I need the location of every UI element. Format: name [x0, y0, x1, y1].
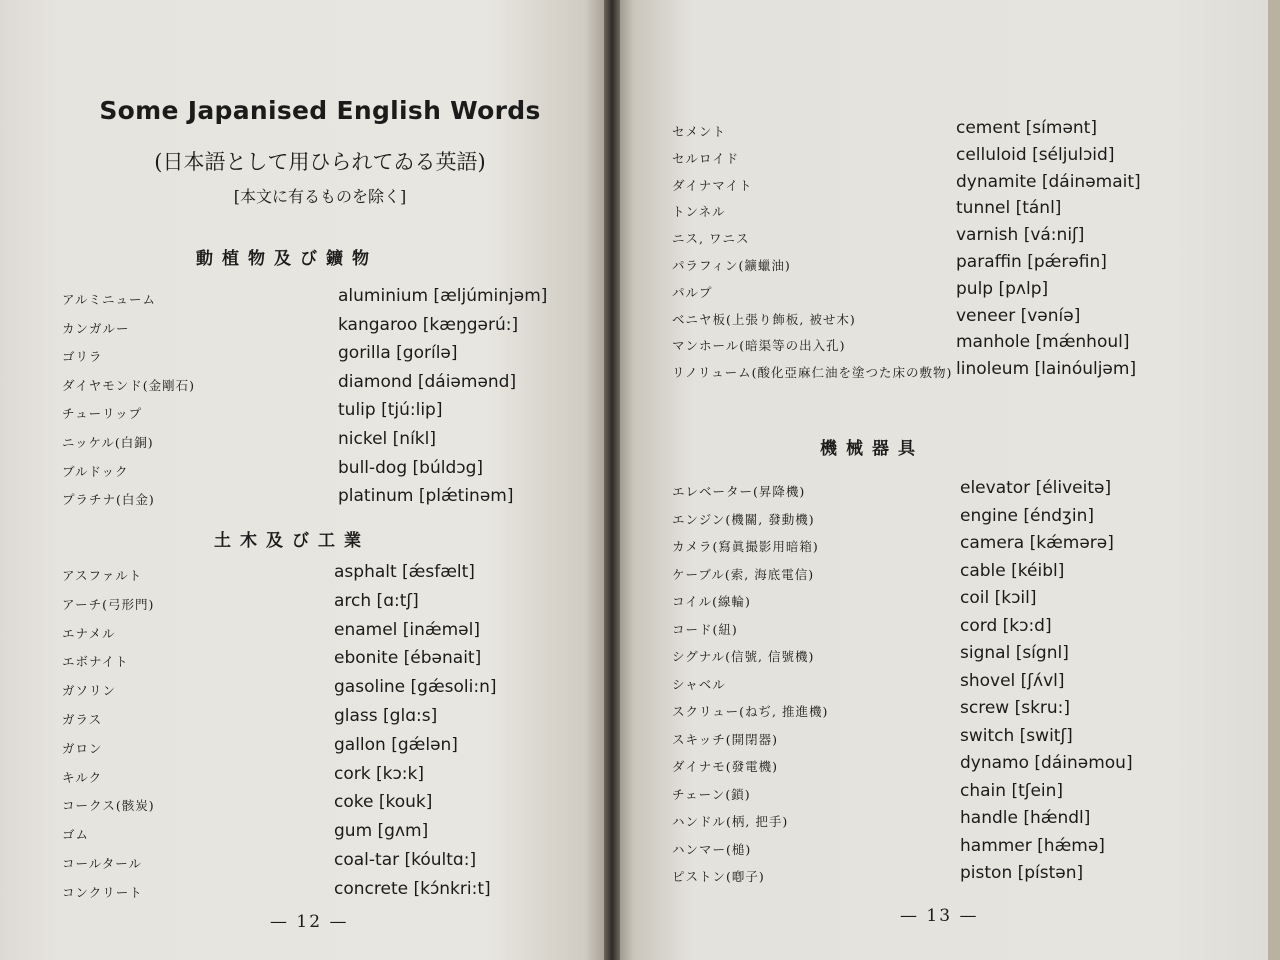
english-word: veneer [vəníə]: [956, 305, 1081, 326]
word-entry: [614, 478, 1269, 504]
japanese-term: キルク: [62, 769, 103, 785]
word-entry: [614, 643, 1269, 669]
word-entry: [0, 706, 610, 732]
word-entry: [614, 198, 1269, 224]
japanese-term: ダイヤモンド(金剛石): [62, 377, 196, 393]
english-word: kangaroo [kæŋgərú:]: [338, 314, 519, 335]
page-subtitle: (日本語として用ひられてゐる英語): [154, 150, 486, 174]
word-entry: [614, 332, 1269, 358]
section-heading-civil-industry: 土木及び工業: [214, 531, 370, 551]
english-word: linoleum [lainóuljəm]: [956, 359, 1137, 380]
japanese-term: マンホール(暗渠等の出入孔): [672, 338, 846, 354]
page-note: [本文に有るものを除く]: [233, 187, 407, 206]
japanese-term: チューリップ: [62, 406, 143, 422]
word-entry: [614, 279, 1269, 305]
japanese-term: ベニヤ板(上張り飾板, 被せ木): [672, 311, 856, 327]
english-word: pulp [pʌlp]: [956, 278, 1049, 299]
word-entry: [0, 879, 610, 905]
english-word: piston [pístən]: [960, 863, 1084, 883]
word-entry: [0, 764, 610, 790]
english-word: elevator [éliveitə]: [960, 478, 1112, 498]
english-word: tunnel [tánl]: [956, 198, 1062, 219]
japanese-term: ダイナマイト: [672, 177, 753, 193]
english-word: switch [switʃ]: [960, 725, 1073, 746]
word-entry: [614, 588, 1269, 614]
japanese-term: ピストン(喞子): [672, 869, 765, 884]
book-gutter: [604, 0, 620, 960]
english-word: coke [kouk]: [334, 792, 433, 813]
word-entry: [0, 315, 610, 341]
english-word: coal-tar [kóultɑ:]: [334, 850, 477, 870]
word-entry: [0, 429, 610, 455]
word-entry: [0, 850, 610, 876]
english-word: camera [kǽmərə]: [960, 533, 1114, 553]
left-page: [0, 0, 610, 960]
page-title: Some Japanised English Words: [99, 96, 541, 125]
word-entry: [0, 343, 610, 369]
english-word: screw [skru:]: [960, 698, 1071, 718]
japanese-term: チェーン(鎖): [672, 786, 751, 802]
japanese-term: スキッチ(開閉器): [672, 731, 779, 747]
japanese-term: シグナル(信號, 信號機): [672, 649, 815, 664]
word-entry: [0, 648, 610, 674]
english-word: varnish [vá:niʃ]: [956, 225, 1085, 246]
english-word: handle [hǽndl]: [960, 808, 1091, 828]
word-entry: [614, 781, 1269, 807]
word-entry: [614, 753, 1269, 779]
word-entry: [614, 836, 1269, 862]
japanese-term: コークス(骸炭): [62, 798, 155, 814]
japanese-term: プラチナ(白金): [62, 492, 155, 508]
english-word: hammer [hǽmə]: [960, 835, 1105, 856]
japanese-term: アーチ(弓形門): [62, 596, 155, 612]
english-word: gum [gʌm]: [334, 821, 429, 842]
word-entry: [614, 561, 1269, 587]
word-entry: [614, 172, 1269, 198]
japanese-term: ガロン: [62, 740, 103, 756]
english-word: paraffin [pǽrəfin]: [956, 252, 1107, 272]
english-word: dynamite [dáinəmait]: [956, 171, 1141, 192]
english-word: ebonite [ébənait]: [334, 648, 482, 669]
english-word: asphalt [ǽsfælt]: [334, 562, 475, 582]
japanese-term: ガソリン: [62, 683, 117, 699]
word-entry: [0, 620, 610, 646]
english-word: concrete [kɔ́nkri:t]: [334, 878, 491, 899]
japanese-term: コイル(線輪): [672, 594, 751, 609]
english-word: manhole [mǽnhoul]: [956, 332, 1130, 353]
english-word: platinum [plǽtinəm]: [338, 486, 514, 507]
page-number: — 12 —: [270, 912, 349, 932]
english-word: arch [ɑ:tʃ]: [334, 590, 419, 611]
word-entry: [0, 486, 610, 512]
japanese-term: アルミニューム: [62, 292, 157, 307]
english-word: signal [sígnl]: [960, 643, 1069, 663]
word-entry: [0, 821, 610, 847]
japanese-term: コード(紐): [672, 621, 738, 637]
japanese-term: ケーブル(索, 海底電信): [672, 566, 815, 582]
word-entry: [614, 225, 1269, 251]
english-word: gallon [gǽlən]: [334, 734, 458, 755]
japanese-term: スクリュー(ねぢ, 推進機): [672, 704, 829, 719]
japanese-term: ゴム: [62, 827, 90, 843]
english-word: engine [éndʒin]: [960, 505, 1094, 526]
english-word: celluloid [séljulɔid]: [956, 144, 1115, 165]
english-word: diamond [dáiəmənd]: [338, 371, 517, 392]
word-entry: [614, 616, 1269, 642]
english-word: cork [kɔ:k]: [334, 763, 425, 784]
english-word: cord [kɔ:d]: [960, 615, 1052, 636]
word-entry: [614, 306, 1269, 332]
english-word: glass [glɑ:s]: [334, 706, 438, 726]
japanese-term: ニッケル(白銅): [62, 435, 154, 450]
english-word: cable [kéibl]: [960, 560, 1065, 581]
japanese-term: カンガルー: [62, 320, 130, 336]
word-entry: [0, 677, 610, 703]
page-number: — 13 —: [900, 906, 979, 926]
word-entry: [0, 372, 610, 398]
english-word: tulip [tjú:lip]: [338, 400, 443, 421]
word-entry: [614, 145, 1269, 171]
word-entry: [0, 562, 610, 588]
word-entry: [614, 726, 1269, 752]
word-entry: [614, 698, 1269, 724]
japanese-term: ハンドル(柄, 把手): [672, 814, 789, 829]
english-word: nickel [níkl]: [338, 429, 436, 449]
japanese-term: ダイナモ(發電機): [672, 759, 779, 774]
word-entry: [0, 735, 610, 761]
word-entry: [614, 252, 1269, 278]
japanese-term: ガラス: [62, 712, 103, 727]
word-entry: [0, 286, 610, 312]
japanese-term: アスファルト: [62, 568, 143, 583]
japanese-term: エンジン(機關, 發動機): [672, 511, 815, 527]
word-entry: [614, 671, 1269, 697]
japanese-term: パラフィン(鑛蠟油): [672, 258, 791, 273]
section-heading-machinery: 機械器具: [820, 439, 924, 459]
japanese-term: セルロイド: [672, 150, 740, 166]
japanese-term: トンネル: [672, 204, 726, 220]
section-heading-animals-minerals: 動植物及び鑛物: [196, 249, 378, 269]
english-word: aluminium [æljúminjəm]: [338, 286, 548, 306]
word-entry: [614, 359, 1269, 385]
word-entry: [614, 506, 1269, 532]
japanese-term: ブルドック: [62, 463, 129, 479]
japanese-term: エレベーター(昇降機): [672, 484, 806, 499]
word-entry: [614, 533, 1269, 559]
english-word: chain [tʃein]: [960, 780, 1064, 801]
english-word: dynamo [dáinəmou]: [960, 753, 1133, 773]
english-word: shovel [ʃʌ́vl]: [960, 670, 1065, 691]
english-word: enamel [inǽməl]: [334, 619, 480, 640]
japanese-term: ハンマー(槌): [672, 841, 752, 857]
english-word: gorilla [gorílə]: [338, 343, 458, 364]
word-entry: [614, 118, 1269, 144]
word-entry: [614, 808, 1269, 834]
english-word: coil [kɔil]: [960, 588, 1037, 608]
word-entry: [0, 458, 610, 484]
word-entry: [0, 400, 610, 426]
word-entry: [614, 863, 1269, 889]
japanese-term: コールタール: [62, 856, 143, 871]
japanese-term: パルプ: [672, 284, 713, 300]
english-word: cement [símənt]: [956, 118, 1097, 138]
japanese-term: シャベル: [672, 676, 726, 692]
right-page: [614, 0, 1269, 960]
japanese-term: カメラ(寫眞撮影用暗箱): [672, 539, 819, 554]
english-word: bull-dog [búldɔg]: [338, 457, 484, 478]
japanese-term: セメント: [672, 124, 727, 139]
japanese-term: コンクリート: [62, 884, 143, 900]
japanese-term: エナメル: [62, 625, 116, 641]
word-entry: [0, 591, 610, 617]
english-word: gasoline [gǽsoli:n]: [334, 677, 497, 698]
japanese-term: エボナイト: [62, 654, 129, 670]
japanese-term: リノリューム(酸化亞麻仁油を塗つた床の敷物): [672, 365, 953, 381]
japanese-term: ゴリラ: [62, 349, 103, 365]
word-entry: [0, 792, 610, 818]
page-edge: [1268, 0, 1280, 960]
japanese-term: ニス, ワニス: [672, 231, 750, 247]
